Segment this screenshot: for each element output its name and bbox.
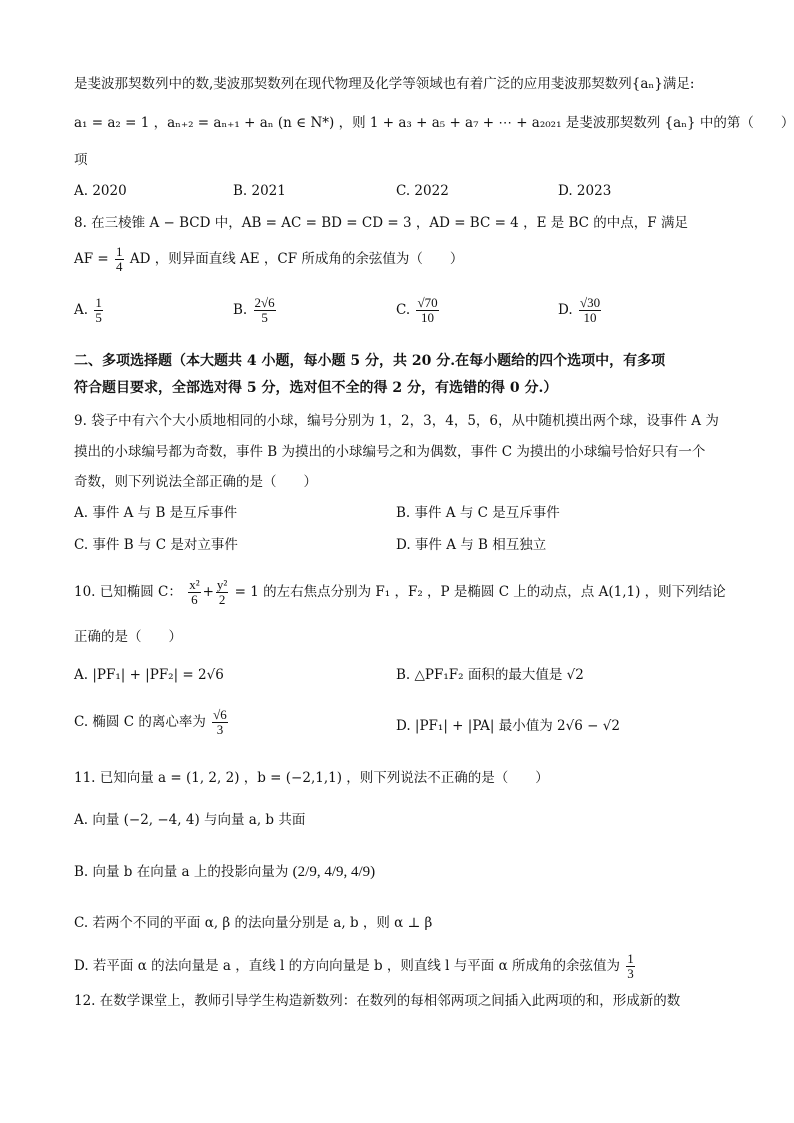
q8-option-b: B. $\frac{2√6}{5}$ — [233, 295, 275, 325]
q10-option-d: D. |PF₁| + |PA| 最小值为 2√6 − √2 — [396, 718, 620, 734]
q8-stem-tail: AD ，则异面直线 AE ，CF 所成角的余弦值为（ ） — [129, 251, 464, 267]
section-heading: 二、多项选择题（本大题共 4 小题，每小题 5 分，共 20 分.在每小题给的四个选项中，有多项 — [74, 353, 666, 369]
q9-stem-2: 摸出的小球编号都为奇数，事件 B 为摸出的小球编号之和为偶数，事件 C 为摸出的小球编号恰好只有一个 — [74, 444, 706, 460]
q9-stem: 9. 袋子中有六个大小质地相同的小球，编号分别为 1，2，3，4，5，6，从中随机摸出两个球，设事件 A 为 — [74, 413, 719, 429]
q11-stem: 11. 已知向量 a = (1, 2, 2) ，b = (−2,1,1) ，则下列说法不正确的是（ ） — [74, 770, 549, 786]
q11-option-a: A. 向量 (−2, −4, 4) 与向量 a, b 共面 — [74, 812, 306, 828]
q7-option-a: A. 2020 — [74, 183, 127, 199]
text-line: a₁ = a₂ = 1 ，aₙ₊₂ = aₙ₊₁ + aₙ (n ∈ N*) ，则 1 + a₃ + a₅ + a₇ + ⋯ + a₂₀₂₁ 是斐波那契数列 {aₙ} 中的第（ ） — [74, 115, 794, 131]
q8-stem: 8. 在三棱锥 A − BCD 中，AB = AC = BD = CD = 3 ，AD = BC = 4 ，E 是 BC 的中点，F 满足 — [74, 215, 688, 231]
q7-option-b: B. 2021 — [233, 183, 286, 199]
q9-stem-3: 奇数，则下列说法全部正确的是（ ） — [74, 474, 317, 490]
section-heading-2: 符合题目要求，全部选对得 5 分，选对但不全的得 2 分，有选错的得 0 分.） — [74, 380, 558, 396]
q8-option-c: C. $\frac{√70}{10}$ — [396, 295, 438, 325]
q10-stem-2: 正确的是（ ） — [74, 629, 182, 645]
q11-option-d: D. 若平面 α 的法向量是 a ，直线 l 的方向向量是 b ，则直线 l 与平面 α 所成角的余弦值为 $\frac{1}{3}$ — [74, 951, 634, 981]
q10-option-b: B. △PF₁F₂ 面积的最大值是 √2 — [396, 667, 584, 683]
text-line: 项 — [74, 152, 88, 168]
q9-option-a: A. 事件 A 与 B 是互斥事件 — [74, 505, 238, 521]
text-line: 是斐波那契数列中的数,斐波那契数列在现代物理及化学等领域也有着广泛的应用斐波那契数列{aₙ}满足: — [74, 76, 695, 92]
q8-fraction: $\frac{1}{4}$ — [116, 244, 123, 274]
q10-option-c: C. 椭圆 C 的离心率为 $\frac{√6}{3}$ — [74, 707, 227, 737]
q8-stem-2 — [74, 245, 463, 274]
q10-stem: 10. 已知椭圆 C： $\frac{\text{x²}}{6}$ + $\frac{\text{y²}}{2}$ = 1 的左右焦点分别为 F₁ ，F₂ ，P 是椭圆 C 上的动点，点 A(1,1) ，则下列结论 — [74, 577, 726, 607]
q8-vector-af: AF = — [74, 251, 109, 267]
q9-option-c: C. 事件 B 与 C 是对立事件 — [74, 537, 238, 553]
q9-option-b: B. 事件 A 与 C 是互斥事件 — [396, 505, 560, 521]
q7-option-c: C. 2022 — [396, 183, 449, 199]
q8-option-a: A. $\frac{1}{5}$ — [74, 295, 102, 325]
q11-option-b: B. 向量 b 在向量 a 上的投影向量为 (2/9, 4/9, 4/9) — [74, 864, 376, 880]
q7-option-d: D. 2023 — [558, 183, 612, 199]
q10-option-a: A. |PF₁| + |PF₂| = 2√6 — [74, 667, 224, 683]
q8-option-d: D. $\frac{√30}{10}$ — [558, 295, 601, 325]
q12-stem: 12. 在数学课堂上，教师引导学生构造新数列：在数列的每相邻两项之间插入此两项的和，形成新的数 — [74, 993, 681, 1009]
q11-option-c: C. 若两个不同的平面 α, β 的法向量分别是 a, b ，则 α ⊥ β — [74, 915, 433, 931]
q9-option-d: D. 事件 A 与 B 相互独立 — [396, 537, 547, 553]
